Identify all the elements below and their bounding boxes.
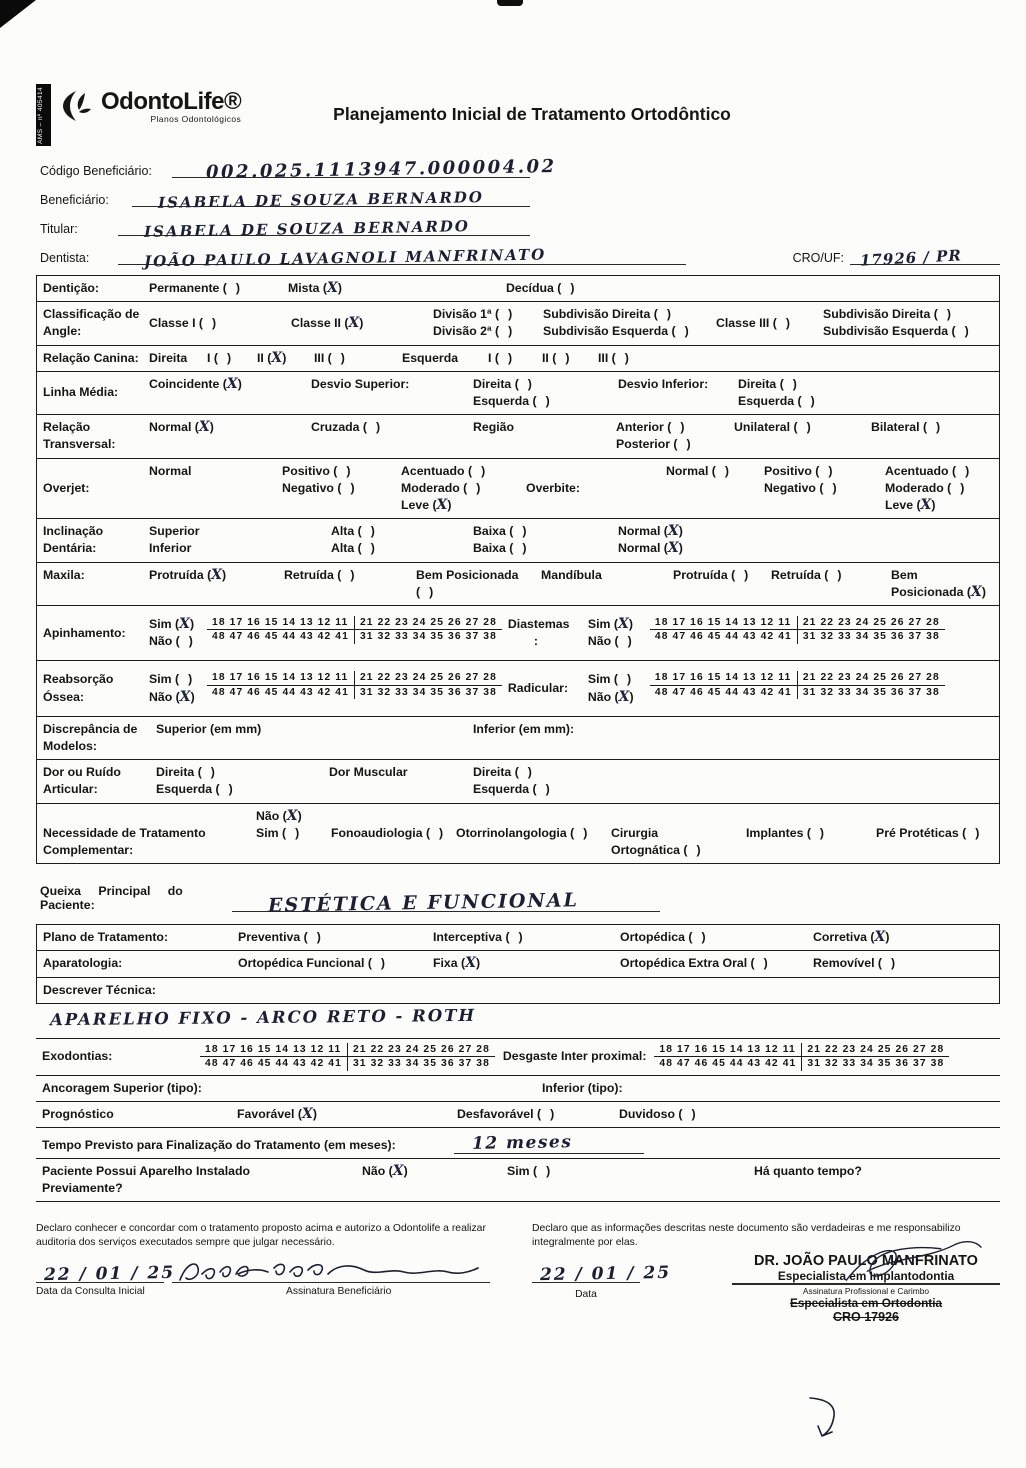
transversal-label [43,419,149,453]
checkbox-mark: X [667,540,679,557]
tecnica-label: Descrever Técnica: [43,982,156,997]
row-overjet-overbite [37,459,999,520]
aparelho-label-line2: Previamente? [42,1181,123,1196]
brand-name: OdontoLife® [101,88,242,115]
row-apinhamento-diastemas [37,606,999,661]
teeth-quadrant-upper-right: 18 17 16 15 14 13 12 11 [654,1043,802,1057]
checkbox-diastemas-nao: Não ( ) [587,634,632,649]
checkbox-mandibula-protruida: Protruída ( ) [673,567,749,582]
apinhamento-sim-nao [149,616,207,650]
denticao-label: Dentição: [43,281,100,295]
checkbox-overbite-leve: Leve (X) [885,497,936,514]
dor-muscular-opts [473,764,550,798]
row-denticao [37,276,999,302]
checkbox-mark: X [326,280,338,296]
checkbox-sup-normal: Normal (X) [618,523,683,540]
desvio-inferior-opts [738,376,815,410]
checkbox-overjet-positivo: Positivo ( ) [282,463,351,478]
angle-divisoes [433,306,716,340]
canina-esquerda-label: Esquerda [402,350,459,365]
desvio-inferior-label: Desvio Inferior: [618,376,709,391]
canina-label: Relação Canina: [43,350,139,365]
checkbox-sup-baixa: Baixa ( ) [473,524,527,539]
checkbox-mandibula-bem-posicionada: Posicionada (X) [891,583,986,600]
complementar-label-line1: Necessidade de Tratamento [43,825,206,840]
queixa-label-line1: Queixa Principal do [40,884,183,899]
aparelho-label-line1: Paciente Possui Aparelho Instalado [42,1164,250,1179]
angle-classe3-subdivisoes [823,306,969,340]
treatment-plan-box [36,924,1000,1004]
checkbox-overjet-acentuado: Acentuado ( ) [401,463,486,478]
checkbox-inf-alta: Alta ( ) [331,541,375,556]
form-code-tag [36,84,51,146]
checkbox-overjet-leve: Leve (X) [401,497,452,514]
checkbox-bilateral: Bilateral ( ) [871,420,941,435]
overjet-label: Overjet: [43,480,90,495]
odontolife-logo [62,88,241,124]
overjet-normal-header: Normal [149,463,192,478]
declaration-right: Declaro que as informações descritas neste documento são verdadeiras e me responsabilizo integralmente por elas. [532,1223,961,1248]
discrepancia-label [43,721,156,755]
teeth-quadrant-upper-left: 21 22 23 24 25 26 27 28 [798,616,945,630]
checkbox-ortopedica-funcional: Ortopédica Funcional ( ) [238,956,386,971]
checkbox-overjet-moderado: Moderado ( ) [401,480,481,495]
checkbox-mark: X [271,349,283,366]
teeth-quadrant-lower-right: 48 47 46 45 44 43 42 41 [207,686,355,699]
row-aparatologia [37,951,999,977]
checkbox-overbite-positivo: Positivo ( ) [764,463,833,478]
ha-quanto-tempo-label: Há quanto tempo? [754,1164,862,1179]
checkbox-reabsorcao-nao: Não (X) [149,688,195,705]
checkbox-canina-esquerda-2: II ( ) [542,350,570,365]
teeth-quadrant-lower-left: 31 32 33 34 35 36 37 38 [802,686,940,698]
dentista-row [40,244,1000,271]
checkbox-desvio-inf-direita: Direita ( ) [738,376,797,391]
teeth-quadrant-upper-left: 21 22 23 24 25 26 27 28 [348,1043,495,1057]
dor-muscular-label: Dor Muscular [329,765,408,780]
checkbox-aparelho-sim: Sim ( ) [507,1164,551,1179]
checkbox-mark: X [920,497,932,514]
checkbox-mark: X [617,616,629,633]
teeth-quadrant-upper-left: 21 22 23 24 25 26 27 28 [802,1043,949,1057]
codigo-row [40,155,1000,184]
teeth-quadrant-lower-left: 31 32 33 34 35 36 37 38 [807,1058,945,1070]
checkbox-canina-esquerda-1: I ( ) [488,350,513,365]
odontolife-logo-icon [62,88,96,124]
checkbox-transversal-normal: Normal (X) [149,419,214,436]
radicular-sim-nao [588,671,650,705]
codigo-label: Código Beneficiário: [40,164,152,178]
checkbox-mark: X [874,929,886,946]
teeth-quadrant-lower-left: 31 32 33 34 35 36 37 38 [802,631,940,643]
professional-stamp [732,1253,1000,1324]
mandibula-label: Mandíbula [541,567,602,582]
checkbox-divisao-1: Divisão 1ª ( ) [433,307,513,322]
checkbox-otorrinolangologia: Otorrinolangologia ( ) [456,825,588,840]
checkbox-inf-baixa: Baixa ( ) [473,541,527,556]
titular-row [40,215,1000,241]
form-body [0,157,1026,1324]
teeth-quadrant-lower-left: 31 32 33 34 35 36 37 38 [359,631,497,643]
brand-subtitle: Planos Odontológicos [150,114,242,124]
checkbox-desvio-sup-esquerda: Esquerda ( ) [473,394,550,409]
reabsorcao-label-line2: Óssea: [43,689,85,704]
desvio-superior-opts [473,376,618,410]
checkbox-unilateral: Unilateral ( ) [734,420,811,435]
discrepancia-label-line2: Modelos: [43,739,97,754]
checkbox-classe-3: Classe III ( ) [716,315,790,330]
dentista-label: Dentista: [40,251,90,265]
right-date-field [532,1259,672,1286]
angle-divisao2-line [433,323,716,340]
dentista-field [118,244,686,271]
footer-right [514,1222,1000,1324]
checkbox-mark: X [226,375,238,392]
handwritten-hook-mark [802,1392,852,1444]
consulta-date-caption: Data da Consulta Inicial [36,1286,145,1298]
checkbox-canina-direita-1: I ( ) [207,350,232,365]
checkbox-duvidoso: Duvidoso ( ) [619,1106,696,1121]
codigo-value: 002.025.1113947.000004.02 [205,155,557,184]
checkbox-posterior: Posterior ( ) [616,437,691,452]
ancoragem-inferior-label: Inferior (tipo): [542,1080,623,1095]
checkbox-mark: X [211,566,223,583]
checkbox-maxila-bem-posicionada: ( ) [416,584,434,599]
checkbox-classe-2: Classe II (X) [291,314,364,331]
checkbox-desvio-sup-direita: Direita ( ) [473,376,532,391]
checkbox-classe-1: Classe I ( ) [149,315,217,330]
beneficiario-label: Beneficiário: [40,193,109,207]
stamp-doctor-name: DR. JOÃO PAULO MANFRINATO [754,1253,978,1270]
checkbox-dor-direita: Direita ( ) [156,765,215,780]
inclinacao-label-line1: Inclinação [43,524,104,539]
checkbox-sup-alta: Alta ( ) [331,524,375,539]
checkbox-canina-direita-3: III ( ) [314,350,345,365]
row-exodontias [36,1039,1000,1076]
checkbox-radicular-sim: Sim ( ) [587,672,632,687]
checkbox-maxila-retruida: Retruída ( ) [284,567,355,582]
canina-direita-label: Direita [149,350,188,365]
stamp-specialty-implantodontia: Especialista em Implantodontia [732,1269,1000,1284]
checkbox-implantes: Implantes ( ) [746,825,825,840]
desgaste-teeth-chart [654,1043,949,1071]
angle-label-line2: Angle: [43,324,82,339]
regiao-label: Região [473,420,514,435]
cirurgia-label: Cirurgia [611,825,659,840]
discrepancia-label-line1: Discrepância de [43,721,138,736]
beneficiary-signature-caption: Assinatura Beneficiário [286,1286,392,1298]
cro-label: CRO/UF: [792,251,844,265]
beneficiary-signature [174,1256,484,1286]
discrepancia-superior-label: Superior (em mm) [156,721,262,736]
checkbox-reabsorcao-sim: Sim ( ) [149,672,193,687]
brand-block [101,88,241,124]
checkbox-cruzada: Cruzada ( ) [311,420,381,435]
checkbox-mark: X [970,583,982,600]
transversal-label-line1: Relação [43,420,91,435]
checkbox-apinhamento-nao: Não ( ) [149,634,193,649]
stamp-specialty-ortodontia: Especialista em Ortodontia [789,1296,943,1311]
clinical-grid [36,275,1000,864]
tecnica-handwritten [36,1004,1000,1039]
checkbox-aparelho-nao: Não (X) [362,1163,408,1180]
dor-label-line2: Articular: [43,782,98,797]
form-code-label: AMS – nº 405414 [37,87,44,144]
prognostico-label: Prognóstico [42,1106,114,1121]
checkbox-fixa: Fixa (X) [433,955,481,972]
checkbox-maxila-protruida: Protruída (X) [149,566,227,583]
diastemas-label: Diastemas [507,617,570,632]
discrepancia-inferior-label: Inferior (em mm): [473,721,575,736]
inclinacao-inferior-label: Inferior [149,541,192,556]
checkbox-c3-subdivisao-esquerda: Subdivisão Esquerda ( ) [823,324,969,339]
checkbox-complementar-nao: Não (X) [256,807,302,824]
checkbox-radicular-nao: Não (X) [587,688,634,705]
apinhamento-teeth-chart [207,616,502,644]
form-header [0,0,1026,125]
overbite-label: Overbite: [526,480,580,495]
angle-label [43,306,149,340]
checkbox-diastemas-sim: Sim (X) [587,616,633,633]
professional-signature-caption: Assinatura Profissional e Carimbo [732,1284,1000,1296]
tecnica-value: APARELHO FIXO - ARCO RETO - ROTH [49,1005,477,1030]
checkbox-mark: X [301,1105,313,1122]
checkbox-desfavoravel: Desfavorável ( ) [457,1106,555,1121]
checkbox-overbite-moderado: Moderado ( ) [885,480,965,495]
row-discrepancia [37,717,999,760]
checkbox-corretiva: Corretiva (X) [813,929,890,946]
linha-media-label: Linha Média: [43,385,119,400]
checkbox-mark: X [392,1163,404,1180]
checkbox-overbite-acentuado: Acentuado ( ) [885,463,970,478]
plano-label: Plano de Tratamento: [43,930,169,945]
declaration-left: Declaro conhecer e concordar com o tratamento proposto acima e autorizo a Odontolife a realizar auditoria dos serviços executados sempre que julgar necessário. [36,1223,486,1248]
queixa-value: ESTÉTICA E FUNCIONAL [267,889,580,917]
checkbox-removivel: Removível ( ) [813,956,896,971]
titular-value: ISABELA DE SOUZA BERNARDO [143,217,471,241]
teeth-quadrant-upper-left: 21 22 23 24 25 26 27 28 [798,671,945,685]
row-angle [37,302,999,345]
consulta-date-field [36,1259,176,1286]
teeth-quadrant-upper-left: 21 22 23 24 25 26 27 28 [355,671,502,685]
teeth-quadrant-upper-right: 18 17 16 15 14 13 12 11 [200,1043,348,1057]
checkbox-mandibula-retruida: Retruída ( ) [771,567,842,582]
row-tempo-previsto [36,1128,1000,1159]
diastemas-colon: : [533,634,539,649]
checkbox-c3-subdivisao-direita: Subdivisão Direita ( ) [823,307,951,322]
teeth-quadrant-upper-right: 18 17 16 15 14 13 12 11 [207,616,355,630]
checkbox-mark: X [618,688,630,705]
checkbox-desvio-inf-esquerda: Esquerda ( ) [738,394,815,409]
tempo-label: Tempo Previsto para Finalização do Tratamento (em meses): [42,1137,396,1152]
aparelho-previo-label [42,1163,362,1197]
checkbox-interceptiva: Interceptiva ( ) [433,930,523,945]
checkbox-mark: X [436,497,448,514]
transversal-label-line2: Transversal: [43,437,116,452]
checkbox-apinhamento-sim: Sim (X) [149,616,195,633]
tempo-field [454,1132,644,1154]
angle-divisao1-line [433,306,716,323]
checkbox-mark: X [348,314,360,331]
footer-left [36,1222,514,1324]
row-reabsorcao [37,661,999,716]
row-dor-articular [37,760,999,803]
mandibula-bem-label-line1: Bem [891,567,918,582]
identification-section [40,155,1000,271]
ancoragem-superior-label: Ancoragem Superior (tipo): [42,1080,202,1095]
checkbox-ortopedica: Ortopédica ( ) [620,930,706,945]
beneficiario-row [40,186,1000,212]
checkbox-mark: X [465,955,476,972]
aparatologia-label: Aparatologia: [43,956,123,971]
checkbox-mark: X [179,688,191,705]
checkbox-mark: X [286,807,298,824]
checkbox-complementar-sim: Sim ( ) [256,825,300,840]
reabsorcao-sim-nao [149,671,207,705]
checkbox-dor-muscular-esquerda: Esquerda ( ) [473,782,550,797]
beneficiario-field [132,186,530,212]
dentista-value: JOÃO PAULO LAVAGNOLI MANFRINATO [143,245,547,271]
checkbox-coincidente: Coincidente (X) [149,375,242,392]
cro-value: 17926 / PR [859,246,963,270]
titular-field [118,215,530,241]
checkbox-inf-normal: Normal (X) [618,540,683,557]
checkbox-mark: X [179,616,190,633]
checkbox-dor-muscular-direita: Direita ( ) [473,765,532,780]
complementar-label-line2: Complementar: [43,843,134,858]
checkbox-divisao-2: Divisão 2ª ( ) [433,324,513,339]
dor-articular-label [43,764,156,798]
row-canina [37,346,999,372]
checkbox-overbite-negativo: Negativo ( ) [764,480,837,495]
reabsorcao-label [43,671,149,705]
row-aparelho-previo [36,1159,1000,1202]
exodontias-teeth-chart [200,1043,495,1071]
desgaste-label: Desgaste Inter proximal: [502,1049,647,1064]
right-date-block [532,1259,672,1301]
radicular-label: Radicular: [507,681,569,696]
checkbox-overbite-normal: Normal ( ) [666,463,729,478]
row-prognostico [36,1102,1000,1128]
checkbox-fonoaudiologia: Fonoaudiologia ( ) [331,825,444,840]
checkbox-preventiva: Preventiva ( ) [238,930,321,945]
maxila-bem-posicionada-label: Bem Posicionada [416,567,519,582]
diastemas-sim-nao [588,616,650,650]
teeth-quadrant-lower-right: 48 47 46 45 44 43 42 41 [200,1057,348,1070]
checkbox-mark: X [198,419,210,436]
desvio-superior-label: Desvio Superior: [311,376,410,391]
checkbox-extra-oral: Ortopédica Extra Oral ( ) [620,956,768,971]
row-maxila-mandibula [37,563,999,606]
reabsorcao-label-line1: Reabsorção [43,672,114,687]
beneficiary-signature-field [172,1259,490,1283]
right-date-caption: Data [575,1289,597,1301]
dor-label-line1: Dor ou Ruído [43,765,121,780]
checkbox-canina-direita-2: II (X) [257,349,287,366]
radicular-teeth-chart [650,671,945,699]
row-tratamento-complementar [37,804,999,864]
footer-section [36,1222,1000,1324]
codigo-field [172,155,557,184]
row-transversal [37,415,999,458]
row-inclinacao [37,519,999,562]
teeth-quadrant-lower-right: 48 47 46 45 44 43 42 41 [650,630,798,643]
teeth-quadrant-upper-right: 18 17 16 15 14 13 12 11 [650,616,798,630]
teeth-quadrant-upper-left: 21 22 23 24 25 26 27 28 [355,616,502,630]
exodontias-label: Exodontias: [42,1049,113,1064]
checkbox-div2-subdivisao-esquerda: Subdivisão Esquerda ( ) [543,324,689,339]
checkbox-anterior: Anterior ( ) [616,420,685,435]
stamp-cro-number: CRO 17926 [832,1310,899,1325]
right-date-value: 22 / 01 / 25 [539,1263,672,1286]
teeth-quadrant-lower-right: 48 47 46 45 44 43 42 41 [650,686,798,699]
queixa-label-line2: Paciente: [40,898,95,913]
scan-artifact-top [497,0,523,6]
teeth-quadrant-upper-right: 18 17 16 15 14 13 12 11 [207,671,355,685]
reabsorcao-teeth-chart [207,671,502,699]
checkbox-div1-subdivisao-direita: Subdivisão Direita ( ) [543,307,671,322]
row-plano [37,925,999,951]
maxila-label: Maxila: [43,567,85,582]
regiao-opts [616,419,734,453]
checkbox-mista: Mista (X) [288,280,342,296]
diastemas-label-block [508,616,588,650]
teeth-quadrant-lower-left: 31 32 33 34 35 36 37 38 [352,1058,490,1070]
checkbox-dor-esquerda: Esquerda ( ) [156,782,233,797]
teeth-quadrant-upper-right: 18 17 16 15 14 13 12 11 [650,671,798,685]
apinhamento-label: Apinhamento: [43,625,126,640]
cro-field [850,244,1000,270]
checkbox-mark: X [667,523,679,540]
checkbox-favoravel: Favorável (X) [237,1105,317,1122]
checkbox-canina-esquerda-3: III ( ) [598,350,629,365]
checkbox-permanente: Permanente ( ) [149,281,241,295]
inclinacao-label-line2: Dentária: [43,541,97,556]
beneficiario-value: ISABELA DE SOUZA BERNARDO [157,188,485,212]
teeth-quadrant-lower-right: 48 47 46 45 44 43 42 41 [654,1057,802,1070]
diastemas-teeth-chart [650,616,945,644]
dor-articular-opts [156,764,329,798]
queixa-section [40,884,1000,917]
checkbox-cirurgia-ortognatica: Ortognática ( ) [611,843,701,858]
angle-label-line1: Classificação de [43,307,140,322]
checkbox-decidua: Decídua ( ) [506,281,575,295]
checkbox-overjet-negativo: Negativo ( ) [282,480,355,495]
teeth-quadrant-lower-left: 31 32 33 34 35 36 37 38 [359,686,497,698]
consulta-date-value: 22 / 01 / 25 [43,1263,176,1286]
row-ancoragem [36,1076,1000,1102]
left-signature-row [36,1259,514,1286]
right-signature-row [532,1253,1000,1325]
queixa-field [232,886,660,917]
inclinacao-superior-label: Superior [149,524,200,539]
teeth-quadrant-lower-right: 48 47 46 45 44 43 42 41 [207,630,355,643]
titular-label: Titular: [40,222,78,236]
row-linha-media [37,372,999,415]
form-title: Planejamento Inicial de Tratamento Ortodôntico [333,104,731,124]
left-caption-row [36,1286,514,1297]
queixa-label [40,884,232,912]
row-descrever-tecnica [37,978,999,1003]
tempo-value: 12 meses [471,1132,573,1155]
checkbox-pre-proteticas: Pré Protéticas ( ) [876,825,980,840]
